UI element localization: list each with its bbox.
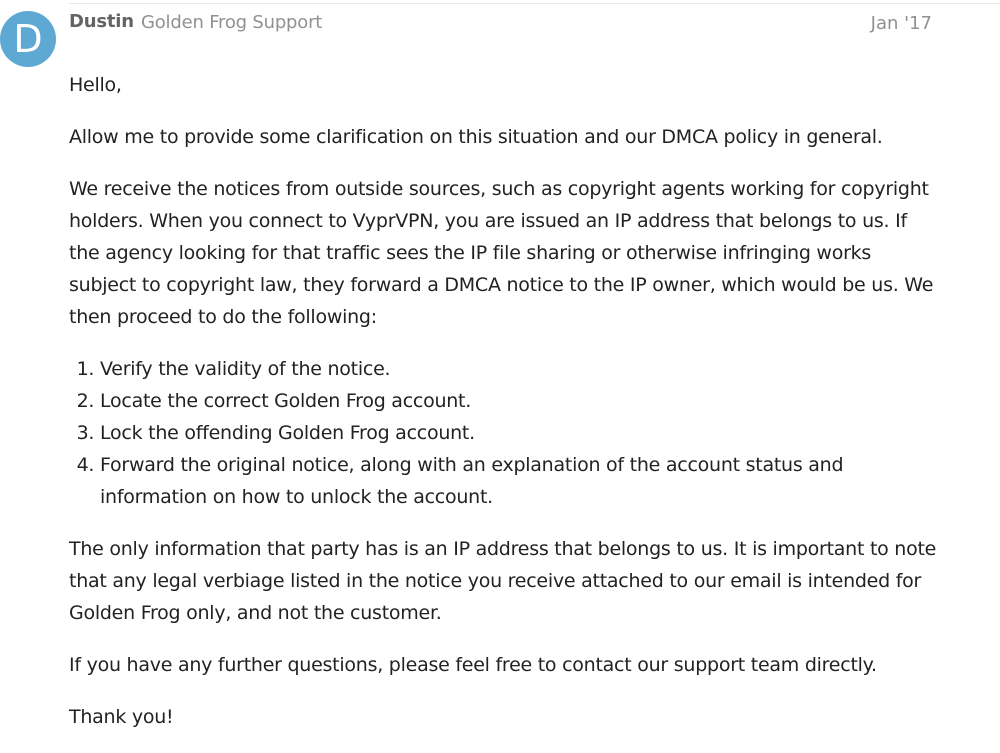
greeting: Hello, — [69, 74, 122, 96]
list-item: 2. Locate the correct Golden Frog account. — [100, 385, 939, 417]
post-body — [69, 69, 939, 753]
post-divider — [69, 3, 1000, 4]
list-item: 4. Forward the original notice, along with an explanation of the account status and information on how to unlock the account. — [100, 449, 939, 513]
paragraph: Allow me to provide some clarification on this situation and our DMCA policy in general. — [69, 126, 883, 148]
post-header — [69, 11, 932, 41]
author-title: Golden Frog Support — [141, 12, 323, 33]
list-item: 1. Verify the validity of the notice. — [100, 353, 939, 385]
avatar[interactable] — [0, 11, 56, 67]
avatar-letter: D — [13, 17, 43, 61]
post-date[interactable]: Jan '17 — [870, 13, 932, 34]
paragraph: We receive the notices from outside sources, such as copyright agents working for copyright holders. When you connect to VyprVPN, you are issued an IP address that belongs to us. If the agency looking for that traffic sees the IP file sharing or otherwise infringing works subject to copyright law, they forward a DMCA notice to the IP owner, which would be us. We then proceed to do the following: — [69, 178, 934, 328]
paragraph: The only information that party has is an IP address that belongs to us. It is important to note that any legal verbiage listed in the notice you receive attached to our email is intended for Golden Frog only, and not the customer. — [69, 538, 937, 624]
author-name[interactable]: Dustin — [69, 11, 134, 32]
closing: Thank you! — [69, 706, 174, 728]
paragraph: If you have any further questions, please feel free to contact our support team directly. — [69, 654, 877, 676]
list-item: 3. Lock the offending Golden Frog account. — [100, 417, 939, 449]
steps-list — [69, 353, 939, 513]
